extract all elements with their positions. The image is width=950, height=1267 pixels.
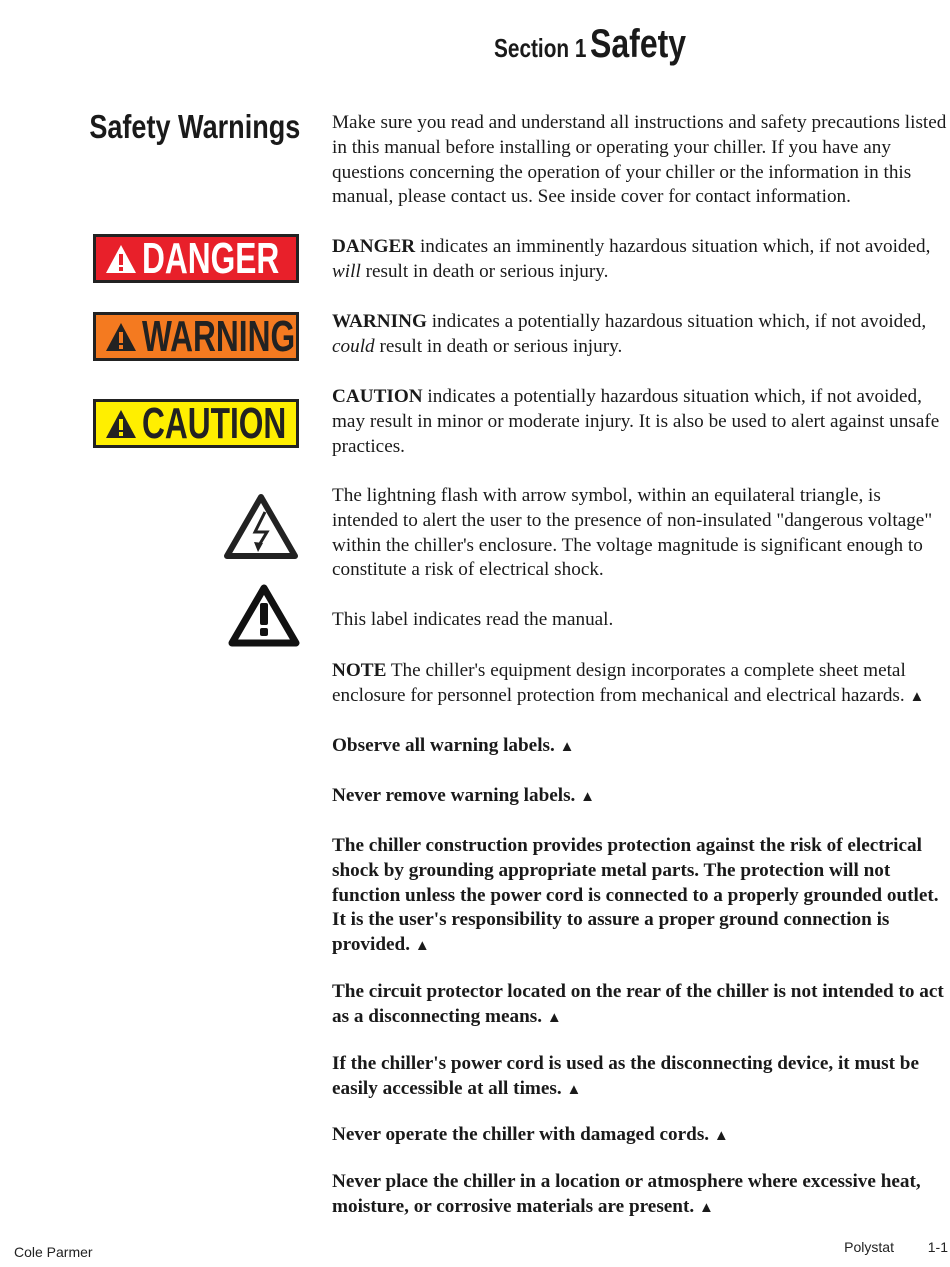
end-mark: ▲ (713, 1128, 729, 1144)
warning-sign (93, 312, 299, 361)
warning-label: WARNING (142, 312, 296, 361)
end-mark: ▲ (909, 688, 925, 705)
end-mark: ▲ (546, 1009, 562, 1026)
note-paragraph: NOTE The chiller's equipment design incorporates a complete sheet metal enclosure for personnel protection from mechanical and electrical hazards. ▲ (332, 660, 925, 706)
alert-triangle-icon (104, 243, 138, 275)
end-mark: ▲ (566, 1081, 582, 1098)
lightning-triangle-icon (222, 492, 300, 562)
page-header (494, 22, 734, 67)
footer-page-info (844, 1239, 948, 1255)
alert-triangle-icon (104, 408, 138, 440)
safety-item: Never place the chiller in a location or atmosphere where excessive heat, moisture, or corrosive materials are present. ▲ (332, 1171, 921, 1217)
section-label: Section 1 (494, 33, 587, 63)
alert-triangle-icon (104, 321, 138, 353)
safety-item: Observe all warning labels. ▲ (332, 735, 575, 756)
end-mark: ▲ (414, 938, 430, 955)
end-mark: ▲ (559, 739, 575, 755)
end-mark: ▲ (580, 789, 596, 805)
danger-sign (93, 234, 299, 283)
lightning-description: The lightning flash with arrow symbol, within an equilateral triangle, is intended to alert the user to the presence of non-insulated "dangerous voltage" within the chiller's enclosure. The voltage magnitude is significant enough to constitute a risk of electrical shock. (332, 485, 933, 581)
safety-item: Never operate the chiller with damaged cords. ▲ (332, 1124, 729, 1145)
end-mark: ▲ (698, 1199, 714, 1216)
safety-item: The circuit protector located on the rear of the chiller is not intended to act as a disconnecting means. ▲ (332, 981, 944, 1027)
safety-item: If the chiller's power cord is used as the disconnecting device, it must be easily accessible at all times. ▲ (332, 1053, 919, 1099)
caution-label: CAUTION (142, 399, 287, 448)
danger-label: DANGER (142, 234, 280, 283)
intro-paragraph: Make sure you read and understand all instructions and safety precautions listed in this manual before installing or operating your chiller. If you have any questions concerning the operation of your chiller or the information in this manual, please contact us. See inside cover for contact information. (332, 112, 947, 208)
warning-definition: WARNING indicates a potentially hazardous situation which, if not avoided, could result in death or serious injury. (332, 311, 927, 357)
page-number: 1-1 (927, 1239, 948, 1255)
safety-item: The chiller construction provides protection against the risk of electrical shock by grounding appropriate metal parts. The protection will not function unless the power cord is connected to a properly grounded outlet. It is the user's responsibility to assure a proper ground connection is provided. ▲ (332, 835, 939, 956)
safety-item: Never remove warning labels. ▲ (332, 785, 596, 806)
manual-description: This label indicates read the manual. (332, 609, 614, 630)
safety-warnings-heading: Safety Warnings (88, 108, 300, 145)
caution-sign (93, 399, 299, 448)
danger-definition: DANGER indicates an imminently hazardous situation which, if not avoided, will result in death or serious injury. (332, 236, 931, 282)
exclamation-triangle-icon (227, 583, 301, 649)
footer-brand: Cole Parmer (14, 1244, 93, 1260)
caution-definition: CAUTION indicates a potentially hazardous situation which, if not avoided, may result in minor or moderate injury. It is also be used to alert against unsafe practices. (332, 386, 940, 457)
section-title: Safety (590, 22, 687, 66)
footer-product: Polystat (844, 1239, 894, 1255)
